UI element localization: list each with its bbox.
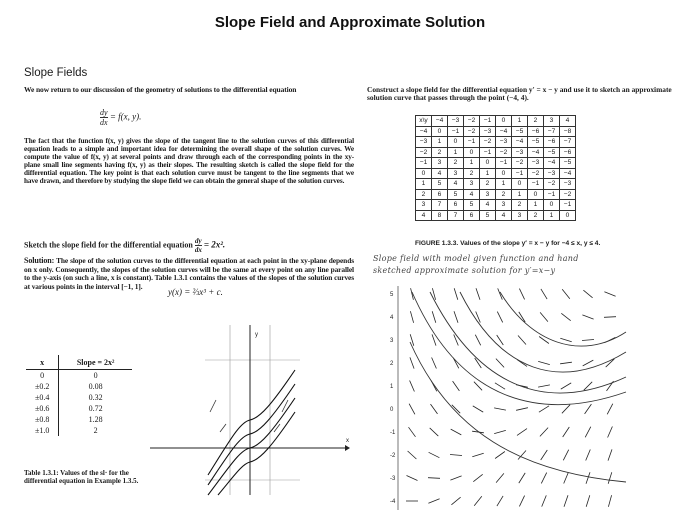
slope-segment xyxy=(582,315,593,319)
grid-header-cell: 4 xyxy=(560,116,576,127)
grid-cell: −5 xyxy=(528,137,544,148)
grid-row-header: −2 xyxy=(416,147,432,158)
grid-row-header: −1 xyxy=(416,158,432,169)
grid-cell: 5 xyxy=(432,179,448,190)
grid-cell: −2 xyxy=(512,158,528,169)
slope-segment xyxy=(517,429,527,436)
solution-equation: y(x) = ⅔x³ + c. xyxy=(168,287,223,297)
slope-segment xyxy=(583,290,592,298)
grid-cell: −4 xyxy=(560,168,576,179)
table-cell: 0.32 xyxy=(88,393,103,402)
graph-grid xyxy=(205,325,300,495)
grid-cell: −2 xyxy=(480,137,496,148)
field-y-tick: 5 xyxy=(390,292,394,298)
grid-cell: 1 xyxy=(432,137,448,148)
grid-cell: 0 xyxy=(464,147,480,158)
grid-cell: −2 xyxy=(544,179,560,190)
field-curve xyxy=(460,292,626,372)
intro-text: We now return to our discussion of the geometry of solutions to the differential equation xyxy=(24,85,297,94)
sketch-prompt xyxy=(24,237,225,254)
grid-cell: 2 xyxy=(464,168,480,179)
sketch-denominator: dx xyxy=(194,246,202,254)
solution-body: The slope of the solution curves to the differential equation at each point in the xy-plane depends on x only. Consequently, the slopes of the solution curves will be the same at every point on any line parallel to the y-axis (on such a line, x is constant). Table 1.3.1 contains the values of the slopes of the solution curves at various points in the interval [−1, 1]. xyxy=(24,256,354,291)
grid-cell: −7 xyxy=(544,126,560,137)
slope-segment xyxy=(540,428,548,437)
slope-field-graph xyxy=(390,282,630,514)
slope-segment xyxy=(497,312,502,323)
grid-cell: −3 xyxy=(480,126,496,137)
page-title: Slope Field and Approximate Solution xyxy=(214,14,486,31)
slope-segment xyxy=(516,408,528,411)
grid-cell: −1 xyxy=(560,200,576,211)
table-cell: ±1.0 xyxy=(26,425,59,436)
grid-cell: −5 xyxy=(544,147,560,158)
eq-numerator: dy xyxy=(100,108,108,117)
grid-cell: −5 xyxy=(560,158,576,169)
solution-curve xyxy=(208,370,295,475)
grid-header-cell: −2 xyxy=(464,116,480,127)
slope-segment xyxy=(585,427,591,438)
field-curve xyxy=(410,342,626,482)
slope-segment xyxy=(586,450,591,461)
slope-segment xyxy=(604,317,616,318)
slope-segment xyxy=(409,427,416,437)
slope-field-paragraph: The fact that the function f(x, y) gives the slope of the tangent line to the solution curves of this differential equation leads to a simple and important idea for determining the overall shape of the solution curves. We compute the value of f(x, y) at several points and draw through each of the corresponding points in the xy-plane small line segments having f(x, y) as their slopes. The resulting sketch is called the slope field for the differential equation. The key point is that each solution curve must be tangent to the line segments that we have drawn, and therefore by studying the slope field we can obtain the general shape of the solution curves. xyxy=(24,137,354,186)
grid-cell: 3 xyxy=(432,158,448,169)
slope-segment xyxy=(497,496,503,506)
figure-caption: FIGURE 1.3.3. Values of the slope y′ = x − y for −4 ≤ x, y ≤ 4. xyxy=(415,240,601,247)
grid-cell: 0 xyxy=(512,179,528,190)
grid-row xyxy=(416,168,576,179)
slope-segment xyxy=(451,497,460,505)
grid-cell: −2 xyxy=(560,189,576,200)
slope-segment xyxy=(496,473,504,482)
grid-cell: −3 xyxy=(544,168,560,179)
slope-segment xyxy=(586,495,590,506)
slope-segment xyxy=(495,452,505,459)
slope-segment xyxy=(541,289,547,299)
grid-cell: 3 xyxy=(464,179,480,190)
slope-segment xyxy=(583,360,594,366)
slope-segment xyxy=(476,288,480,299)
grid-cell: 0 xyxy=(544,200,560,211)
slope-segment xyxy=(432,358,437,369)
table-cell: 2 xyxy=(93,426,98,435)
grid-header-cell: −4 xyxy=(432,116,448,127)
grid-row-header: 2 xyxy=(416,189,432,200)
handwritten-note-line-1: Slope field with model given function and hand xyxy=(373,254,579,263)
slope-segment xyxy=(563,427,570,437)
grid-cell: −1 xyxy=(496,158,512,169)
grid-cell: −4 xyxy=(544,158,560,169)
slope-segment xyxy=(541,473,546,484)
slope-segment xyxy=(607,404,613,415)
slope-segment xyxy=(432,334,436,345)
grid-header-cell: −3 xyxy=(448,116,464,127)
grid-cell: 1 xyxy=(544,210,560,221)
grid-row-header: −4 xyxy=(416,126,432,137)
table-cell: ±0.2 xyxy=(26,381,59,392)
table-row xyxy=(26,403,132,414)
slope-segment xyxy=(582,340,594,341)
table-cell: 0.72 xyxy=(88,404,103,413)
grid-cell: 2 xyxy=(432,147,448,158)
grid-corner: x\y xyxy=(416,116,432,127)
slope-segment xyxy=(430,428,439,436)
eq-denominator: dx xyxy=(100,118,108,127)
slope-segment xyxy=(541,450,548,460)
table-header-x: x xyxy=(26,355,59,370)
solution-curve xyxy=(208,384,295,485)
grid-cell: −8 xyxy=(560,126,576,137)
grid-cell: 8 xyxy=(432,210,448,221)
grid-cell: 6 xyxy=(448,200,464,211)
grid-cell: −2 xyxy=(496,147,512,158)
slope-segment xyxy=(496,359,504,368)
grid-cell: −3 xyxy=(496,137,512,148)
slope-segment xyxy=(473,474,482,481)
field-y-ticks xyxy=(390,292,396,505)
grid-header-cell: −1 xyxy=(480,116,496,127)
field-y-tick: 4 xyxy=(390,315,394,321)
grid-cell: 4 xyxy=(496,210,512,221)
field-y-tick: -4 xyxy=(390,499,396,505)
slope-segment xyxy=(476,312,481,323)
grid-cell: 1 xyxy=(512,189,528,200)
slope-segment xyxy=(542,495,547,506)
slope-segment xyxy=(538,361,550,364)
slope-segment xyxy=(450,476,461,480)
grid-cell: −4 xyxy=(528,147,544,158)
slope-segment xyxy=(519,496,524,507)
table-caption: Table 1.3.1: Values of the sl· for the differential equation in Example 1.3.5. xyxy=(24,469,139,485)
slope-segment xyxy=(473,406,483,412)
slope-segment xyxy=(564,495,568,506)
ode-equation xyxy=(100,108,141,127)
slope-segment xyxy=(495,383,505,389)
slope-values-table xyxy=(26,355,132,436)
x-axis-arrow xyxy=(345,445,350,451)
slope-segment xyxy=(451,429,462,435)
slope-segment xyxy=(497,335,504,345)
grid-cell: −3 xyxy=(560,179,576,190)
slope-segment xyxy=(453,381,460,391)
grid-cell: 1 xyxy=(464,158,480,169)
grid-row-header: 0 xyxy=(416,168,432,179)
grid-cell: 0 xyxy=(560,210,576,221)
grid-header-cell: 0 xyxy=(496,116,512,127)
grid-header-cell: 2 xyxy=(528,116,544,127)
slope-segment xyxy=(428,499,439,504)
grid-cell: −2 xyxy=(528,168,544,179)
slope-segment xyxy=(538,385,550,387)
grid-cell: 2 xyxy=(496,189,512,200)
slope-segment xyxy=(410,381,415,392)
slope-segment xyxy=(410,311,413,323)
slope-segment xyxy=(474,382,482,391)
table-cell: ±0.6 xyxy=(26,403,59,414)
slope-segment xyxy=(562,289,570,298)
table-header-slope: Slope = 2x² xyxy=(59,355,132,370)
table-cell: ±0.8 xyxy=(26,414,59,425)
field-solution-curves xyxy=(410,292,626,482)
grid-cell: 1 xyxy=(528,200,544,211)
slope-segment xyxy=(432,311,436,322)
field-y-tick: 0 xyxy=(390,407,394,413)
grid-row xyxy=(416,179,576,190)
sketch-prefix: Sketch the slope field for the differential equation xyxy=(24,240,193,250)
slope-segment xyxy=(450,455,462,456)
table-cell: 0 xyxy=(26,370,59,382)
slope-segment xyxy=(409,404,415,415)
grid-cell: −6 xyxy=(560,147,576,158)
slope-segment xyxy=(494,408,506,410)
slope-segment xyxy=(539,406,549,412)
slope-segment xyxy=(586,472,590,483)
slope-segment xyxy=(274,424,280,432)
solution-curves xyxy=(208,370,295,495)
table-cell: 0.08 xyxy=(88,382,103,391)
grid-header-cell: 1 xyxy=(512,116,528,127)
slope-segment xyxy=(562,405,570,414)
grid-row xyxy=(416,210,576,221)
slope-segment xyxy=(560,338,571,342)
grid-cell: 0 xyxy=(448,137,464,148)
grid-cell: 1 xyxy=(480,168,496,179)
y-axis-label: y xyxy=(255,332,258,338)
sketch-numerator: dy xyxy=(195,237,202,245)
grid-body xyxy=(416,126,576,221)
section-heading: Slope Fields xyxy=(24,67,88,79)
grid-cell: 6 xyxy=(464,210,480,221)
slope-segment xyxy=(494,430,506,433)
slope-segment xyxy=(407,476,418,481)
grid-row xyxy=(416,126,576,137)
slope-segment xyxy=(431,404,438,414)
slope-field-segments xyxy=(406,288,616,507)
grid-cell: 5 xyxy=(464,200,480,211)
field-y-tick: -3 xyxy=(390,476,396,482)
grid-row xyxy=(416,158,576,169)
eq-rhs: = f(x, y). xyxy=(109,111,142,122)
slope-segment xyxy=(428,478,440,479)
table-row xyxy=(26,370,132,382)
grid-cell: −1 xyxy=(528,179,544,190)
grid-header-row xyxy=(416,116,576,127)
table-cell: 1.28 xyxy=(88,415,103,424)
grid-cell: 3 xyxy=(496,200,512,211)
grid-row-header: 3 xyxy=(416,200,432,211)
grid-cell: −3 xyxy=(512,147,528,158)
sketch-rhs: = 2x². xyxy=(203,239,226,250)
slope-segment xyxy=(454,288,458,299)
grid-row-header: −3 xyxy=(416,137,432,148)
grid-cell: 2 xyxy=(480,179,496,190)
slope-segment xyxy=(560,362,572,364)
slope-segment xyxy=(585,404,592,414)
grid-row-header: 4 xyxy=(416,210,432,221)
slope-segment xyxy=(474,496,482,505)
slope-segment xyxy=(561,313,570,320)
grid-cell: 2 xyxy=(448,158,464,169)
slope-segment xyxy=(475,335,480,346)
slope-segment xyxy=(540,312,548,321)
grid-cell: 4 xyxy=(480,200,496,211)
slope-segment xyxy=(604,292,615,297)
table-row xyxy=(26,392,132,403)
grid-cell: 0 xyxy=(528,189,544,200)
grid-cell: −6 xyxy=(544,137,560,148)
grid-cell: 6 xyxy=(432,189,448,200)
exercise-prompt: Construct a slope field for the differential equation y′ = x − y and use it to sketch an approximate solution curve that passes through the point (−4, 4). xyxy=(367,85,672,103)
field-y-tick: 2 xyxy=(390,361,394,367)
grid-cell: 2 xyxy=(512,200,528,211)
solution-curve xyxy=(208,398,295,495)
x-axis-label: x xyxy=(346,438,349,444)
grid-cell: 4 xyxy=(464,189,480,200)
grid-row xyxy=(416,200,576,211)
grid-row xyxy=(416,189,576,200)
slope-segment xyxy=(608,472,612,483)
grid-cell: 3 xyxy=(512,210,528,221)
table-row xyxy=(26,381,132,392)
grid-cell: 4 xyxy=(448,179,464,190)
grid-cell: 2 xyxy=(528,210,544,221)
field-curve xyxy=(500,292,626,346)
grid-cell: 0 xyxy=(496,168,512,179)
field-y-tick: 3 xyxy=(390,338,394,344)
table-cell: 0 xyxy=(93,371,98,380)
slope-segment xyxy=(518,336,526,345)
grid-cell: −1 xyxy=(464,137,480,148)
slope-segment xyxy=(608,495,611,507)
slope-segment xyxy=(564,473,569,484)
grid-cell: 1 xyxy=(448,147,464,158)
slope-segment xyxy=(561,383,571,389)
slope-segment xyxy=(210,400,216,412)
grid-cell: −7 xyxy=(560,137,576,148)
cubic-solution-graph xyxy=(150,300,360,500)
grid-cell: 7 xyxy=(432,200,448,211)
slope-segment xyxy=(608,449,612,460)
slope-segment xyxy=(429,452,440,457)
grid-cell: 7 xyxy=(448,210,464,221)
grid-cell: 0 xyxy=(480,158,496,169)
slope-segment xyxy=(472,453,483,457)
grid-cell: −1 xyxy=(512,168,528,179)
handwritten-note-line-2: sketched approximate solution for y′=x−y xyxy=(373,266,556,275)
field-curve xyxy=(412,292,626,405)
grid-cell: 0 xyxy=(432,126,448,137)
grid-row-header: 1 xyxy=(416,179,432,190)
grid-cell: −6 xyxy=(528,126,544,137)
derivative-fraction xyxy=(100,108,108,127)
field-y-tick: -1 xyxy=(390,430,396,436)
sketch-fraction xyxy=(195,237,202,254)
table-row xyxy=(26,425,132,436)
slope-segment xyxy=(408,451,417,459)
slope-segment xyxy=(410,357,414,368)
grid-cell: −4 xyxy=(496,126,512,137)
grid-cell: −2 xyxy=(464,126,480,137)
table-cell: ±0.4 xyxy=(26,392,59,403)
grid-cell: 3 xyxy=(448,168,464,179)
grid-cell: −4 xyxy=(512,137,528,148)
slope-marks xyxy=(210,400,288,432)
slope-segment xyxy=(563,450,568,461)
grid-cell: −3 xyxy=(528,158,544,169)
field-curve xyxy=(430,292,626,393)
grid-cell: 5 xyxy=(480,210,496,221)
table-row xyxy=(26,414,132,425)
grid-row xyxy=(416,147,576,158)
slope-segment xyxy=(454,311,458,322)
grid-header-cell: 3 xyxy=(544,116,560,127)
slope-segment xyxy=(220,424,226,432)
grid-cell: −1 xyxy=(448,126,464,137)
grid-cell: 5 xyxy=(448,189,464,200)
slope-segment xyxy=(539,337,549,344)
grid-cell: −5 xyxy=(512,126,528,137)
grid-row xyxy=(416,137,576,148)
grid-cell: −1 xyxy=(544,189,560,200)
field-y-tick: 1 xyxy=(390,384,394,390)
grid-cell: 1 xyxy=(496,179,512,190)
slope-value-grid xyxy=(415,115,576,221)
grid-cell: −1 xyxy=(480,147,496,158)
slope-segment xyxy=(519,289,524,300)
field-y-tick: -2 xyxy=(390,453,396,459)
grid-cell: 3 xyxy=(480,189,496,200)
solution-label: Solution: xyxy=(24,256,55,265)
slope-segment xyxy=(608,427,613,438)
slope-segment xyxy=(519,473,525,483)
grid-cell: 4 xyxy=(432,168,448,179)
